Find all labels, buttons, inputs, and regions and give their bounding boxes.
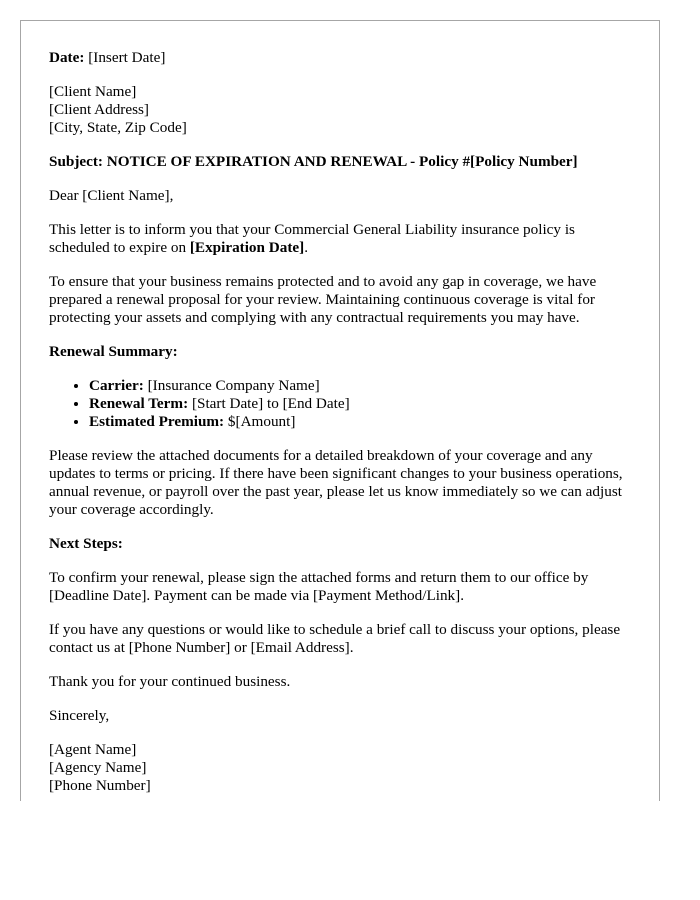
subject-text: Subject: NOTICE OF EXPIRATION AND RENEWAL - Policy #[Policy Number] xyxy=(49,153,578,170)
next-steps-paragraph: To confirm your renewal, please sign the attached forms and return them to our office by [Deadline Date]. Payment can be made via [Payment Method/Link]. xyxy=(49,569,589,604)
carrier-value: [Insurance Company Name] xyxy=(147,377,320,394)
recipient-name: [Client Name] xyxy=(49,83,137,100)
agent-phone: [Phone Number] xyxy=(49,777,151,794)
list-item xyxy=(89,377,631,395)
renewal-summary-list xyxy=(49,377,631,431)
salutation: Dear [Client Name], xyxy=(49,187,174,204)
recipient-block xyxy=(49,83,631,137)
renewal-term-value: [Start Date] to [End Date] xyxy=(191,395,350,412)
estimated-premium-label: Estimated Premium: xyxy=(89,413,225,430)
closing-line: Sincerely, xyxy=(49,707,110,724)
thanks-line: Thank you for your continued business. xyxy=(49,673,291,690)
contact-paragraph: If you have any questions or would like to schedule a brief call to discuss your options, please contact us at [Phone Number] or [Email Address]. xyxy=(49,621,621,656)
date-value: [Insert Date] xyxy=(88,49,166,66)
carrier-label: Carrier: xyxy=(89,377,144,394)
agency-name: [Agency Name] xyxy=(49,759,147,776)
signature-block xyxy=(49,741,631,795)
subject-line xyxy=(49,153,631,171)
renewal-term-label: Renewal Term: xyxy=(89,395,189,412)
intro-end: . xyxy=(304,239,308,256)
estimated-premium-value: $[Amount] xyxy=(227,413,296,430)
list-item xyxy=(89,395,631,413)
next-steps-heading-text: Next Steps: xyxy=(49,535,123,552)
protection-paragraph: To ensure that your business remains protected and to avoid any gap in coverage, we have prepared a renewal proposal for your review. Maintaining continuous coverage is vital for protecting your assets and complying with any contractual requirements you may have. xyxy=(49,273,597,326)
recipient-address: [Client Address] xyxy=(49,101,149,118)
date-line xyxy=(49,49,631,67)
list-item xyxy=(89,413,631,431)
renewal-summary-heading xyxy=(49,343,631,361)
renewal-summary-heading-text: Renewal Summary: xyxy=(49,343,178,360)
intro-paragraph xyxy=(49,221,631,257)
intro-text: This letter is to inform you that your Commercial General Liability insurance policy is scheduled to expire on xyxy=(49,221,575,256)
expiration-date: [Expiration Date] xyxy=(189,239,305,256)
letter-page xyxy=(20,20,660,801)
agent-name: [Agent Name] xyxy=(49,741,137,758)
date-label: Date: xyxy=(49,49,85,66)
review-paragraph: Please review the attached documents for a detailed breakdown of your coverage and any updates to terms or pricing. If there have been significant changes to your business operations, annual revenue, or payroll over the past year, please let us know immediately so we can adjust your coverage accordingly. xyxy=(49,447,623,518)
recipient-city-state-zip: [City, State, Zip Code] xyxy=(49,119,187,136)
next-steps-heading xyxy=(49,535,631,553)
